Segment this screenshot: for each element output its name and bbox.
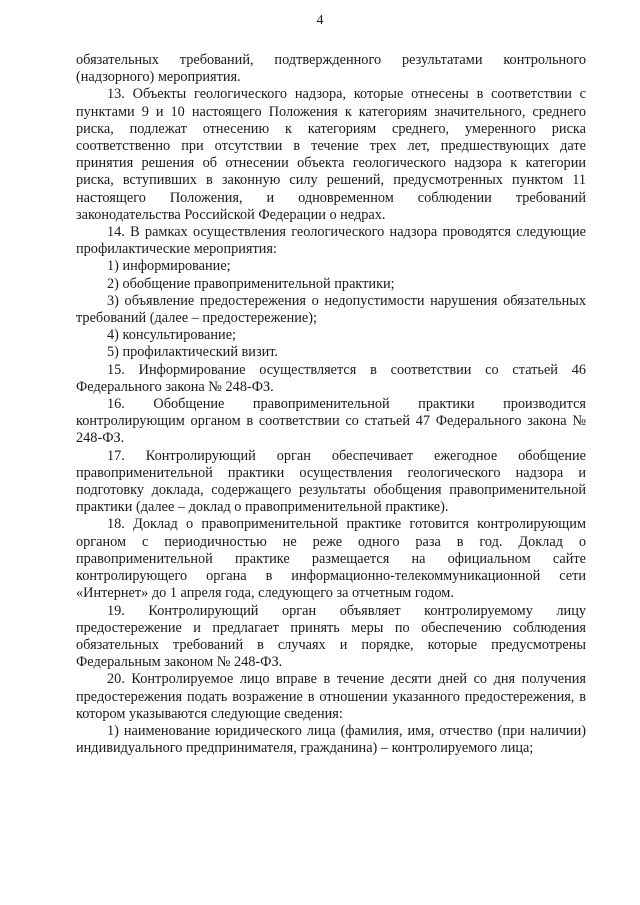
page-number: 4 (316, 13, 324, 28)
list-item-3: 3) объявление предостережения о недопустимости нарушения обязательных требований (далее – предостережение); (76, 292, 586, 327)
paragraph-16: 16. Обобщение правоприменительной практики производится контролирующим органом в соответствии со статьей 47 Федерального закона № 248-ФЗ. (76, 396, 586, 447)
paragraph-continuation: обязательных требований, подтвержденного результатами контрольного (надзорного) мероприятия. (76, 52, 586, 86)
paragraph-14: 14. В рамках осуществления геологического надзора проводятся следующие профилактические мероприятия: (76, 224, 586, 258)
paragraph-19: 19. Контролирующий орган объявляет контролируемому лицу предостережение и предлагает принять меры по обеспечению соблюдения обязательных требований в случаях и порядке, которые предусмотрены Федеральным законом № 248-ФЗ. (76, 602, 586, 671)
list-item-1: 1) информирование; (107, 258, 231, 275)
paragraph-13: 13. Объекты геологического надзора, которые отнесены в соответствии с пунктами 9 и 10 настоящего Положения к категориям значительного, среднего риска, подлежат отнесению к категориям среднего, умеренного риска соответственно при отсутствии в течение трех лет, предшествующих дате принятия решения об отнесении объекта геологического надзора к категории риска, вступивших в законную силу решений, предусмотренных пунктом 11 настоящего Положения, и одновременном соблюдении требований законодательства Российской Федерации о недрах. (76, 86, 586, 223)
document-body (76, 52, 586, 757)
paragraph-20: 20. Контролируемое лицо вправе в течение десяти дней со дня получения предостережения подать возражение в отношении указанного предостережения, в котором указываются следующие сведения: (76, 671, 586, 722)
list-item-5: 5) профилактический визит. (107, 344, 278, 361)
paragraph-15: 15. Информирование осуществляется в соответствии со статьей 46 Федерального закона № 248-ФЗ. (76, 361, 586, 395)
list-item-4: 4) консультирование; (107, 327, 237, 344)
paragraph-18: 18. Доклад о правоприменительной практике готовится контролирующим органом с периодичностью не реже одного раза в год. Доклад о правоприменительной практике размещается на официальном сайте контролирующего органа в информационно-телекоммуникационной сети «Интернет» до 1 апреля года, следующего за отчетным годом. (76, 516, 586, 602)
list-item-2: 2) обобщение правоприменительной практики; (107, 275, 395, 292)
paragraph-17: 17. Контролирующий орган обеспечивает ежегодное обобщение правоприменительной практики осуществления геологического надзора и подготовку доклада, содержащего результаты обобщения правоприменительной практики (далее – доклад о правоприменительной практике). (76, 447, 586, 516)
paragraph-20-item-1: 1) наименование юридического лица (фамилия, имя, отчество (при наличии) индивидуального предпринимателя, гражданина) – контролируемого лица; (76, 722, 586, 757)
